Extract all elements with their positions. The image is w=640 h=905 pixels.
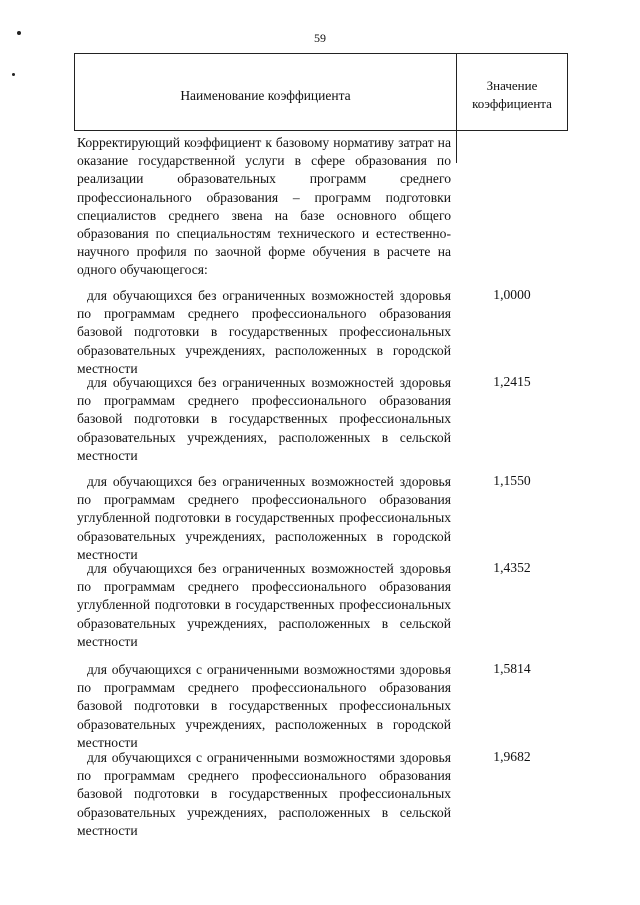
table-row-text: для обучающихся без ограниченных возможностей здоровья по программам среднего профессионального образования базовой подготовки в государственных профессиональных образовательных учреждениях, расположенных в городской местности bbox=[77, 288, 451, 376]
column-header-value bbox=[457, 54, 567, 130]
scan-artifact-dot bbox=[12, 73, 15, 76]
table-row-text: для обучающихся без ограниченных возможностей здоровья по программам среднего профессионального образования базовой подготовки в государственных профессиональных образовательных учреждениях, расположенных в сельской местности bbox=[77, 375, 451, 463]
table-header bbox=[74, 53, 568, 131]
table-row-text: для обучающихся с ограниченными возможностями здоровья по программам среднего профессионального образования базовой подготовки в государственных профессиональных образовательных учреждениях, расположенных в сельской местности bbox=[77, 750, 451, 838]
table-row-value: 1,2415 bbox=[493, 374, 531, 389]
table-row-value: 1,5814 bbox=[493, 661, 531, 676]
column-header-value-line1: Значение bbox=[486, 78, 538, 93]
table-row-value: 1,1550 bbox=[493, 473, 531, 488]
table-row-value: 1,0000 bbox=[493, 287, 531, 302]
table-row-text: для обучающихся без ограниченных возможностей здоровья по программам среднего профессионального образования углубленной подготовки в государственных профессиональных образовательных учреждениях, расположенных в сельской местности bbox=[77, 561, 451, 649]
table-row-text: для обучающихся без ограниченных возможностей здоровья по программам среднего профессионального образования углубленной подготовки в государственных профессиональных образовательных учреждениях, расположенных в городской местности bbox=[77, 474, 451, 562]
column-header-name: Наименование коэффициента bbox=[180, 88, 351, 103]
column-header-value-line2: коэффициента bbox=[472, 96, 552, 111]
table-row-value: 1,9682 bbox=[493, 749, 531, 764]
intro-paragraph: Корректирующий коэффициент к базовому нормативу затрат на оказание государственной услуги в сфере образования по реализации образовательных программ среднего профессионального образования – программ подготовки специалистов среднего звена на базе основного общего образования по специальностям технического и естественно-научного профиля по заочной форме обучения в расчете на одного обучающегося: bbox=[77, 135, 451, 278]
page-number: 59 bbox=[314, 31, 326, 45]
column-divider-continuation bbox=[456, 131, 457, 163]
table-row-text: для обучающихся с ограниченными возможностями здоровья по программам среднего профессионального образования базовой подготовки в государственных профессиональных образовательных учреждениях, расположенных в городской местности bbox=[77, 662, 451, 750]
table-row-value: 1,4352 bbox=[493, 560, 531, 575]
